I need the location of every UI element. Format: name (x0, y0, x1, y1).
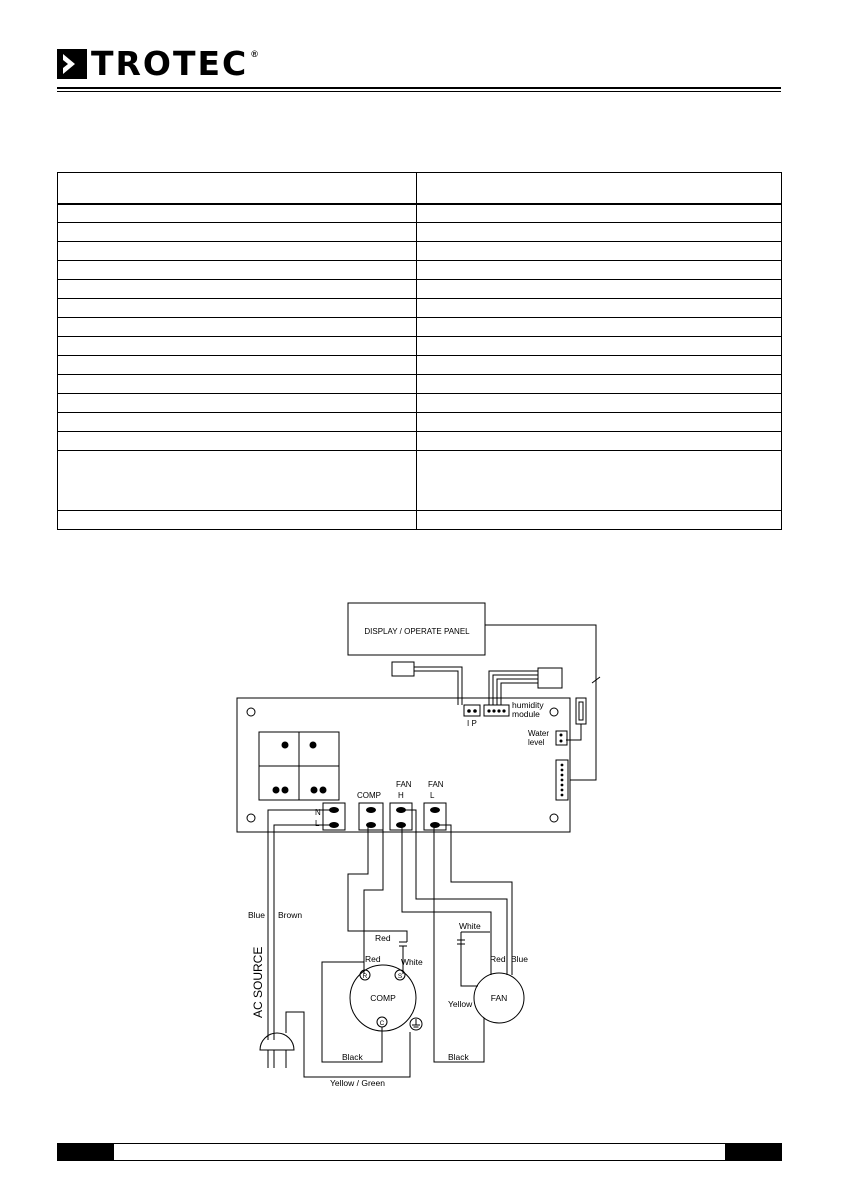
comp-white-label: White (401, 957, 423, 967)
power-plug (260, 1033, 294, 1050)
table-cell (58, 511, 417, 530)
wiring-diagram (230, 598, 610, 1098)
water-level-label-2: level (528, 738, 545, 747)
table-header-cell (58, 173, 417, 204)
table-header-cell (417, 173, 782, 204)
fan-l-wire (436, 825, 512, 975)
fan-red-label: Red (490, 954, 506, 964)
table-cell (417, 394, 782, 413)
footer-left-block (57, 1143, 114, 1161)
ip-connector (464, 705, 480, 716)
table-cell (417, 204, 782, 223)
ip-sensor-plug (392, 662, 414, 676)
blue-wire (268, 810, 330, 1040)
technical-data-table (57, 172, 782, 530)
table-cell (417, 299, 782, 318)
table-cell (58, 451, 417, 511)
logo-arrow-icon (57, 49, 87, 79)
comp-terminal-r-label: R (362, 973, 368, 980)
comp-terminal-s-label: S (397, 973, 403, 980)
table-row (58, 394, 782, 413)
comp-terminal-c-label: C (379, 1020, 385, 1027)
table-cell (417, 337, 782, 356)
registered-mark: ® (251, 49, 258, 59)
table-cell (58, 223, 417, 242)
table-cell (58, 280, 417, 299)
table-cell (417, 356, 782, 375)
humidity-plug (538, 668, 562, 688)
fan-label: FAN (490, 993, 508, 1003)
table-row (58, 451, 782, 511)
table-cell (58, 204, 417, 223)
table-cell (417, 451, 782, 511)
comp-red-wire (348, 825, 407, 942)
terminal-n-l (323, 803, 345, 830)
terminal-fan-h (390, 803, 412, 830)
ip-label: I P (467, 719, 477, 728)
fan-yellow-label: Yellow (448, 999, 473, 1009)
comp-black-label: Black (342, 1052, 363, 1062)
table-row (58, 337, 782, 356)
table-cell (58, 242, 417, 261)
table-cell (58, 337, 417, 356)
mounting-hole (550, 814, 558, 822)
fan-red-wire (402, 825, 491, 975)
table-row (58, 261, 782, 280)
terminal-comp (359, 803, 383, 830)
compressor-label: COMP (370, 993, 396, 1003)
table-row (58, 318, 782, 337)
terminal-n-label: N (315, 808, 321, 817)
yellow-green-label: Yellow / Green (330, 1078, 385, 1088)
table-row (58, 432, 782, 451)
table-cell (58, 375, 417, 394)
terminal-fan-l-label-2: L (430, 791, 435, 800)
brand-name: TROTEC (91, 44, 249, 83)
brown-wire-label: Brown (278, 910, 303, 920)
table-row (58, 413, 782, 432)
table-cell (58, 413, 417, 432)
table-row (58, 511, 782, 530)
table-cell (417, 223, 782, 242)
mounting-hole (247, 814, 255, 822)
terminal-fan-h-label-2: H (398, 791, 404, 800)
table-cell (58, 299, 417, 318)
header-rule-thin (57, 91, 781, 92)
ip-wire-2 (414, 671, 458, 705)
table-cell (58, 432, 417, 451)
water-level-wire (566, 724, 581, 740)
table-cell (417, 511, 782, 530)
table-cell (417, 318, 782, 337)
table-row (58, 299, 782, 318)
table-cell (417, 280, 782, 299)
fan-black-label: Black (448, 1052, 469, 1062)
terminal-fan-l-label-1: FAN (428, 780, 444, 789)
table-row (58, 242, 782, 261)
table-cell (58, 394, 417, 413)
page-footer (57, 1143, 782, 1161)
terminal-comp-label: COMP (357, 791, 381, 800)
mounting-hole (550, 708, 558, 716)
blue-wire-label: Blue (248, 910, 266, 920)
comp-red-label: Red (365, 954, 381, 964)
table-row (58, 204, 782, 223)
table-cell (417, 413, 782, 432)
display-panel-label: DISPLAY / OPERATE PANEL (364, 627, 470, 636)
terminal-fan-l (424, 803, 446, 830)
table-row (58, 356, 782, 375)
terminal-l-label: L (315, 819, 320, 828)
table-row (58, 223, 782, 242)
table-cell (58, 356, 417, 375)
header-rule (57, 87, 781, 89)
table-cell (58, 261, 417, 280)
terminal-fan-h-label-1: FAN (396, 780, 412, 789)
table-cell (58, 318, 417, 337)
humidity-label-2: module (512, 709, 540, 719)
ac-source-label: AC SOURCE (251, 946, 265, 1018)
table-cell (417, 375, 782, 394)
fan-blue-label: Blue (511, 954, 529, 964)
comp-black-wire (322, 962, 382, 1062)
water-level-label-1: Water (528, 729, 550, 738)
table-row (58, 280, 782, 299)
mounting-hole (247, 708, 255, 716)
ip-wire-1 (414, 667, 462, 705)
fan-white-label: White (459, 921, 481, 931)
yellow-green-wire (286, 1012, 410, 1077)
table-row (58, 375, 782, 394)
table-cell (417, 261, 782, 280)
water-level-float (579, 702, 583, 720)
trotec-logo (57, 44, 258, 83)
table-cell (417, 432, 782, 451)
water-level-connector (556, 731, 567, 745)
comp-red-wire-2 (364, 825, 383, 974)
table-cell (417, 242, 782, 261)
table-header-row (58, 173, 782, 204)
footer-bar (57, 1143, 782, 1161)
humidity-label-1: humidity (512, 700, 544, 710)
comp-red-top-label: Red (375, 933, 391, 943)
footer-right-block (725, 1143, 782, 1161)
